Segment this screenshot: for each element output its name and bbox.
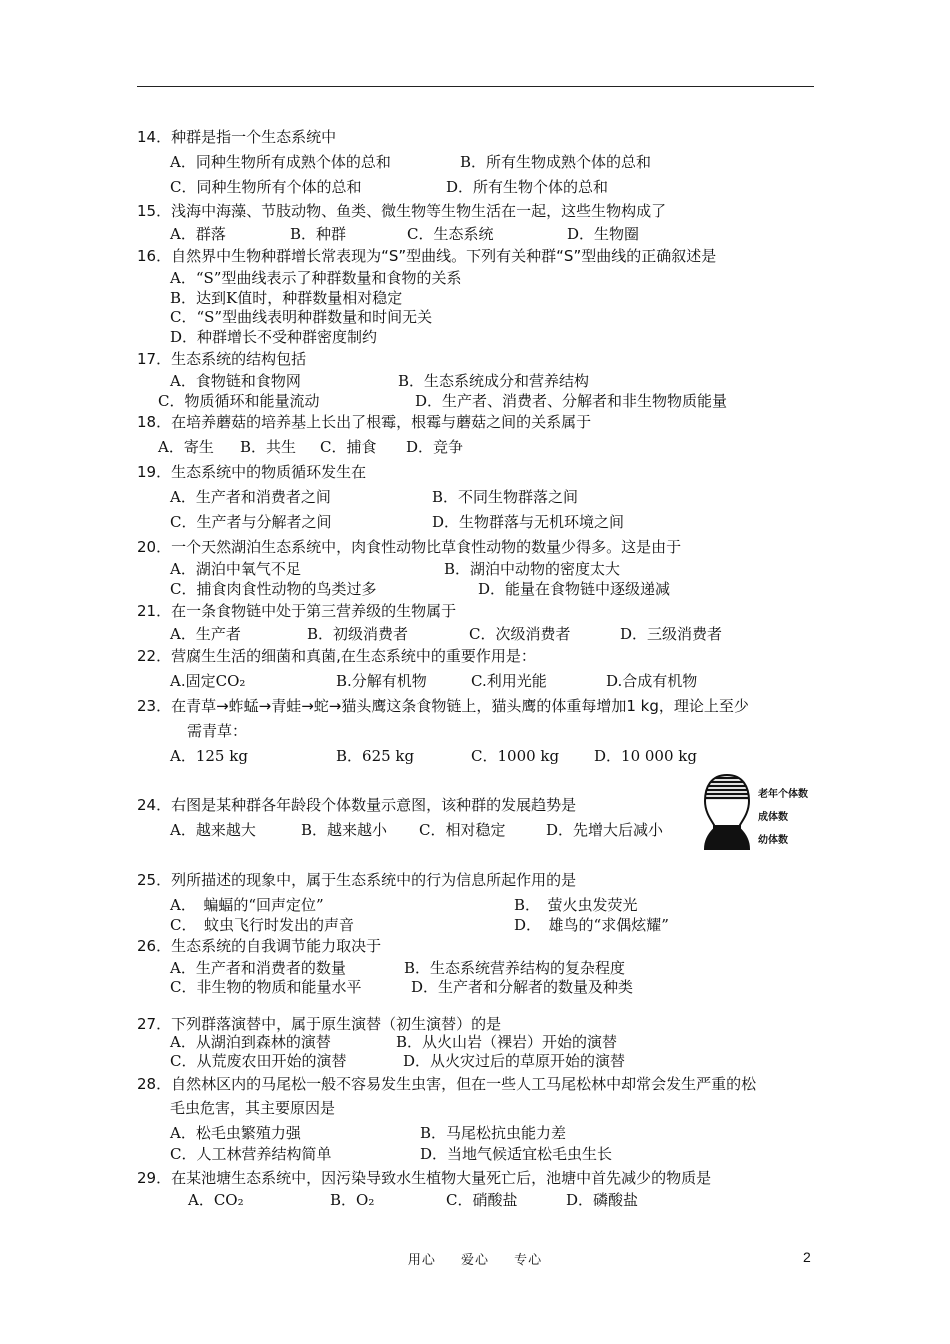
answer-option: D．先增大后减小 <box>546 821 664 839</box>
answer-option: D．所有生物个体的总和 <box>446 178 609 196</box>
question-stem-q17: 17．生态系统的结构包括 <box>137 350 307 368</box>
question-stem-q29: 29．在某池塘生态系统中，因污染导致水生植物大量死亡后，池塘中首先减少的物质是 <box>137 1169 712 1187</box>
answer-option: D．磷酸盐 <box>566 1191 639 1209</box>
answer-option: D．三级消费者 <box>620 625 723 643</box>
answer-option: B．所有生物成熟个体的总和 <box>460 153 652 171</box>
answer-option: B．种群 <box>290 225 347 243</box>
figure-label-young: 幼体数 <box>758 835 788 846</box>
answer-option: D．种群增长不受种群密度制约 <box>170 328 378 346</box>
footer-item: 爱心 <box>460 1253 489 1268</box>
question-stem-q26: 26．生态系统的自我调节能力取决于 <box>137 937 382 955</box>
answer-option: C.利用光能 <box>471 672 547 690</box>
answer-option: C．1000 kg <box>471 747 560 765</box>
answer-option: B． 萤火虫发荧光 <box>514 896 638 914</box>
page-number: 2 <box>803 1249 811 1265</box>
answer-option: B．越来越小 <box>301 821 388 839</box>
answer-option: A．同种生物所有成熟个体的总和 <box>170 153 391 171</box>
answer-option: A．湖泊中氧气不足 <box>170 560 301 578</box>
answer-option: C．捕食 <box>320 438 377 456</box>
answer-option: C．物质循环和能量流动 <box>158 392 320 410</box>
answer-option: A．群落 <box>170 225 226 243</box>
answer-option: D．当地气候适宜松毛虫生长 <box>420 1145 613 1163</box>
answer-option: C． 蚊虫飞行时发出的声音 <box>170 916 354 934</box>
answer-option: B．共生 <box>240 438 297 456</box>
question-stem-q23: 23．在青草→蚱蜢→青蛙→蛇→猫头鹰这条食物链上，猫头鹰的体重每增加1 kg，理论上至少 <box>137 697 749 715</box>
answer-option: D．竞争 <box>406 438 464 456</box>
answer-option: B．达到K值时，种群数量相对稳定 <box>170 289 403 307</box>
answer-option: C．“S”型曲线表明种群数量和时间无关 <box>170 308 433 326</box>
answer-option: A．“S”型曲线表示了种群数量和食物的关系 <box>170 269 462 287</box>
answer-option: A．CO₂ <box>188 1191 244 1209</box>
answer-option: C．非生物的物质和能量水平 <box>170 978 362 996</box>
question-stem-q15: 15．浅海中海藻、节肢动物、鱼类、微生物等生物生活在一起，这些生物构成了 <box>137 202 667 220</box>
answer-option: D．生产者、消费者、分解者和非生物物质能量 <box>415 392 728 410</box>
answer-option: D.合成有机物 <box>606 672 698 690</box>
answer-option: C．人工林营养结构简单 <box>170 1145 332 1163</box>
answer-option: A．生产者和消费者的数量 <box>170 959 346 977</box>
answer-option: B．湖泊中动物的密度太大 <box>444 560 621 578</box>
age-structure-figure <box>702 773 824 851</box>
answer-option: C．相对稳定 <box>419 821 506 839</box>
answer-option: D．生物群落与无机环境之间 <box>432 513 625 531</box>
figure-label-adult: 成体数 <box>758 812 788 823</box>
answer-option: B.分解有机物 <box>336 672 427 690</box>
answer-option: A.固定CO₂ <box>170 672 246 690</box>
answer-option: B．初级消费者 <box>307 625 409 643</box>
question-stem-continued: 毛虫危害，其主要原因是 <box>170 1099 336 1117</box>
answer-option: C．次级消费者 <box>469 625 571 643</box>
answer-option: A．松毛虫繁殖力强 <box>170 1124 301 1142</box>
answer-option: B．生态系统成分和营养结构 <box>398 372 590 390</box>
answer-option: A．从湖泊到森林的演替 <box>170 1033 331 1051</box>
answer-option: C．生产者与分解者之间 <box>170 513 332 531</box>
question-stem-q18: 18．在培养蘑菇的培养基上长出了根霉，根霉与蘑菇之间的关系属于 <box>137 413 592 431</box>
answer-option: A．越来越大 <box>170 821 256 839</box>
answer-option: C．硝酸盐 <box>446 1191 518 1209</box>
footer-item: 专心 <box>514 1253 543 1268</box>
header-rule <box>137 86 814 87</box>
answer-option: A．寄生 <box>158 438 214 456</box>
question-stem-q19: 19．生态系统中的物质循环发生在 <box>137 463 367 481</box>
answer-option: A．生产者和消费者之间 <box>170 488 331 506</box>
question-stem-q20: 20．一个天然湖泊生态系统中，肉食性动物比草食性动物的数量少得多。这是由于 <box>137 538 682 556</box>
question-stem-q28: 28．自然林区内的马尾松一般不容易发生虫害，但在一些人工马尾松林中却常会发生严重的松 <box>137 1075 757 1093</box>
question-stem-q21: 21．在一条食物链中处于第三营养级的生物属于 <box>137 602 457 620</box>
answer-option: B．不同生物群落之间 <box>432 488 579 506</box>
answer-option: D．生产者和分解者的数量及种类 <box>411 978 634 996</box>
age-structure-graphic <box>702 773 752 851</box>
answer-option: A．生产者 <box>170 625 241 643</box>
question-stem-continued: 需青草： <box>187 722 248 740</box>
answer-option: D． 雄鸟的“求偶炫耀” <box>514 916 669 934</box>
question-stem-q22: 22．营腐生生活的细菌和真菌,在生态系统中的重要作用是： <box>137 647 536 665</box>
figure-label-old: 老年个体数 <box>758 789 808 800</box>
answer-option: C．同种生物所有个体的总和 <box>170 178 362 196</box>
question-stem-q16: 16．自然界中生物种群增长常表现为“S”型曲线。下列有关种群“S”型曲线的正确叙述是 <box>137 247 717 265</box>
answer-option: A． 蝙蝠的“回声定位” <box>170 896 324 914</box>
answer-option: D．能量在食物链中逐级递减 <box>478 580 671 598</box>
question-stem-q27: 27．下列群落演替中，属于原生演替（初生演替）的是 <box>137 1015 502 1033</box>
answer-option: D．10 000 kg <box>594 747 697 765</box>
answer-option: A．食物链和食物网 <box>170 372 301 390</box>
answer-option: B．从火山岩（裸岩）开始的演替 <box>396 1033 618 1051</box>
answer-option: B．625 kg <box>336 747 415 765</box>
answer-option: C．生态系统 <box>407 225 494 243</box>
answer-option: D．从火灾过后的草原开始的演替 <box>403 1052 626 1070</box>
footer-item: 用心 <box>407 1253 436 1268</box>
question-stem-q25: 25．列所描述的现象中，属于生态系统中的行为信息所起作用的是 <box>137 871 577 889</box>
answer-option: D．生物圈 <box>567 225 640 243</box>
question-stem-q24: 24．右图是某种群各年龄段个体数量示意图，该种群的发展趋势是 <box>137 796 577 814</box>
answer-option: C．捕食肉食性动物的鸟类过多 <box>170 580 377 598</box>
answer-option: B．O₂ <box>330 1191 375 1209</box>
answer-option: B．生态系统营养结构的复杂程度 <box>404 959 626 977</box>
answer-option: B．马尾松抗虫能力差 <box>420 1124 567 1142</box>
answer-option: C．从荒废农田开始的演替 <box>170 1052 347 1070</box>
question-stem-q14: 14．种群是指一个生态系统中 <box>137 128 337 146</box>
answer-option: A．125 kg <box>170 747 248 765</box>
